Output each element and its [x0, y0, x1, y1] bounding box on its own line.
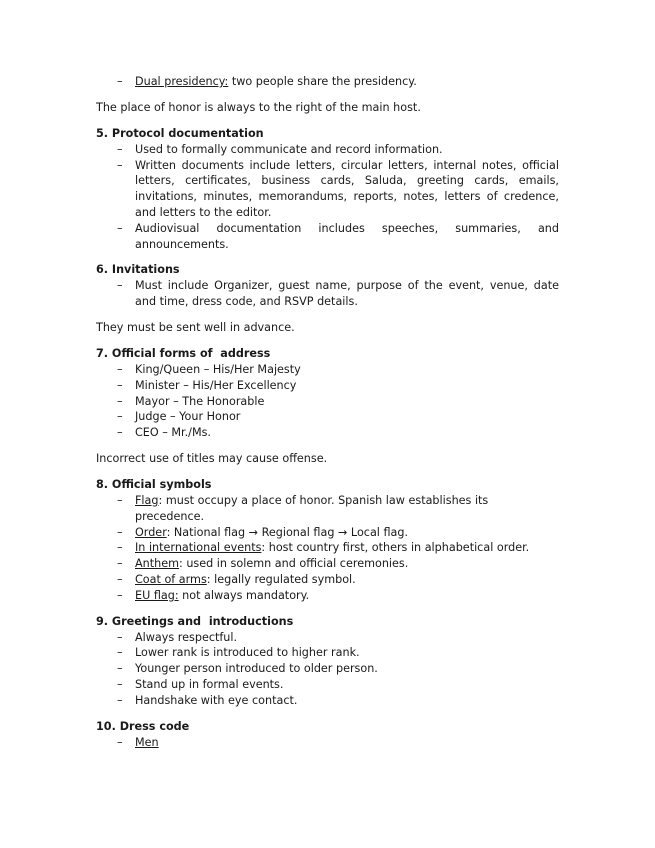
list-item — [96, 525, 559, 541]
dash-bullet: – — [117, 410, 123, 424]
section-heading-9: 9. Greetings and introductions — [96, 614, 294, 628]
item-text: Written documents include letters, circular letters, internal notes, official letters, certificates, business cards, Saluda, greeting cards, emails, invitations, minutes, memorandums, reports, notes, letters of credence, and letters to the editor. — [135, 158, 559, 219]
list-item — [96, 493, 559, 525]
dash-bullet: – — [117, 394, 123, 408]
list-item — [96, 278, 559, 310]
dash-bullet: – — [117, 588, 123, 602]
item-text: Must include Organizer, guest name, purpose of the event, venue, date and time, dress code, and RSVP details. — [135, 279, 559, 309]
item-text: CEO – Mr./Ms. — [135, 426, 211, 440]
invitations-note: They must be sent well in advance. — [96, 320, 295, 334]
place-of-honor-text: The place of honor is always to the right of the main host. — [96, 100, 421, 114]
dash-bullet: – — [117, 541, 123, 555]
item-text: Mayor – The Honorable — [135, 394, 265, 408]
section-10-list — [96, 735, 559, 751]
list-item — [96, 394, 559, 410]
item-text: : National flag → Regional flag → Local flag. — [166, 525, 409, 539]
list-item — [96, 362, 559, 378]
dash-bullet: – — [117, 630, 123, 644]
list-item — [96, 572, 559, 588]
section-heading-10: 10. Dress code — [96, 719, 190, 733]
dash-bullet: – — [117, 557, 123, 571]
list-item — [96, 661, 559, 677]
item-text: : must occupy a place of honor. Spanish law establishes its precedence. — [135, 493, 489, 523]
section-7-list — [96, 362, 559, 441]
section-heading-7: 7. Official forms of address — [96, 346, 271, 360]
titles-note: Incorrect use of titles may cause offense. — [96, 451, 328, 465]
dash-bullet: – — [117, 677, 123, 691]
dash-bullet: – — [117, 735, 123, 749]
item-text: Judge – Your Honor — [135, 410, 241, 424]
dash-bullet: – — [117, 572, 123, 586]
dash-bullet: – — [117, 158, 123, 172]
dash-bullet: – — [117, 426, 123, 440]
list-item — [96, 735, 559, 751]
item-label: Coat of arms — [135, 572, 207, 586]
list-item — [96, 540, 559, 556]
section-8-list — [96, 493, 559, 604]
dash-bullet: – — [117, 378, 123, 392]
section-heading-8: 8. Official symbols — [96, 477, 212, 491]
section-6-list — [96, 278, 559, 310]
item-text: Always respectful. — [135, 630, 238, 644]
dash-bullet: – — [117, 75, 123, 88]
list-item — [96, 556, 559, 572]
item-text: King/Queen – His/Her Majesty — [135, 362, 301, 376]
dash-bullet: – — [117, 279, 123, 293]
intro-list — [96, 74, 559, 90]
dash-bullet: – — [117, 693, 123, 707]
item-text: not always mandatory. — [178, 588, 310, 602]
list-item — [96, 158, 559, 221]
item-text: Audiovisual documentation includes speeches, summaries, and announcements. — [135, 221, 559, 251]
item-text: : used in solemn and official ceremonies. — [179, 557, 409, 571]
item-text: Handshake with eye contact. — [135, 693, 298, 707]
list-item — [96, 409, 559, 425]
list-item — [96, 425, 559, 441]
item-text: Minister – His/Her Excellency — [135, 378, 297, 392]
dash-bullet: – — [117, 221, 123, 235]
section-9-list — [96, 630, 559, 709]
item-label: EU flag: — [135, 588, 179, 602]
section-heading-5: 5. Protocol documentation — [96, 126, 264, 140]
item-label: Order — [135, 525, 167, 539]
dash-bullet: – — [117, 362, 123, 376]
item-text: : host country first, others in alphabetical order. — [261, 541, 530, 555]
list-item — [96, 221, 559, 253]
list-item — [96, 588, 559, 604]
item-label: In international events — [135, 541, 262, 555]
list-item — [96, 645, 559, 661]
dash-bullet: – — [117, 662, 123, 676]
item-label: Dual presidency: — [135, 75, 229, 88]
item-text: : legally regulated symbol. — [206, 572, 356, 586]
item-label: Anthem — [135, 557, 180, 571]
dash-bullet: – — [117, 525, 123, 539]
list-item — [96, 630, 559, 646]
item-text: Lower rank is introduced to higher rank. — [135, 646, 360, 660]
section-5-list — [96, 142, 559, 253]
list-item — [96, 74, 559, 90]
section-heading-6: 6. Invitations — [96, 263, 180, 277]
list-item — [96, 677, 559, 693]
list-item — [96, 378, 559, 394]
dash-bullet: – — [117, 493, 123, 507]
dash-bullet: – — [117, 646, 123, 660]
list-item — [96, 693, 559, 709]
dash-bullet: – — [117, 142, 123, 156]
item-text: two people share the presidency. — [228, 75, 417, 88]
item-text: Used to formally communicate and record information. — [135, 142, 443, 156]
document-page — [96, 74, 559, 750]
item-text: Younger person introduced to older person. — [135, 662, 378, 676]
list-item — [96, 142, 559, 158]
item-text: Stand up in formal events. — [135, 677, 284, 691]
item-label: Men — [135, 735, 159, 749]
item-label: Flag — [135, 493, 159, 507]
